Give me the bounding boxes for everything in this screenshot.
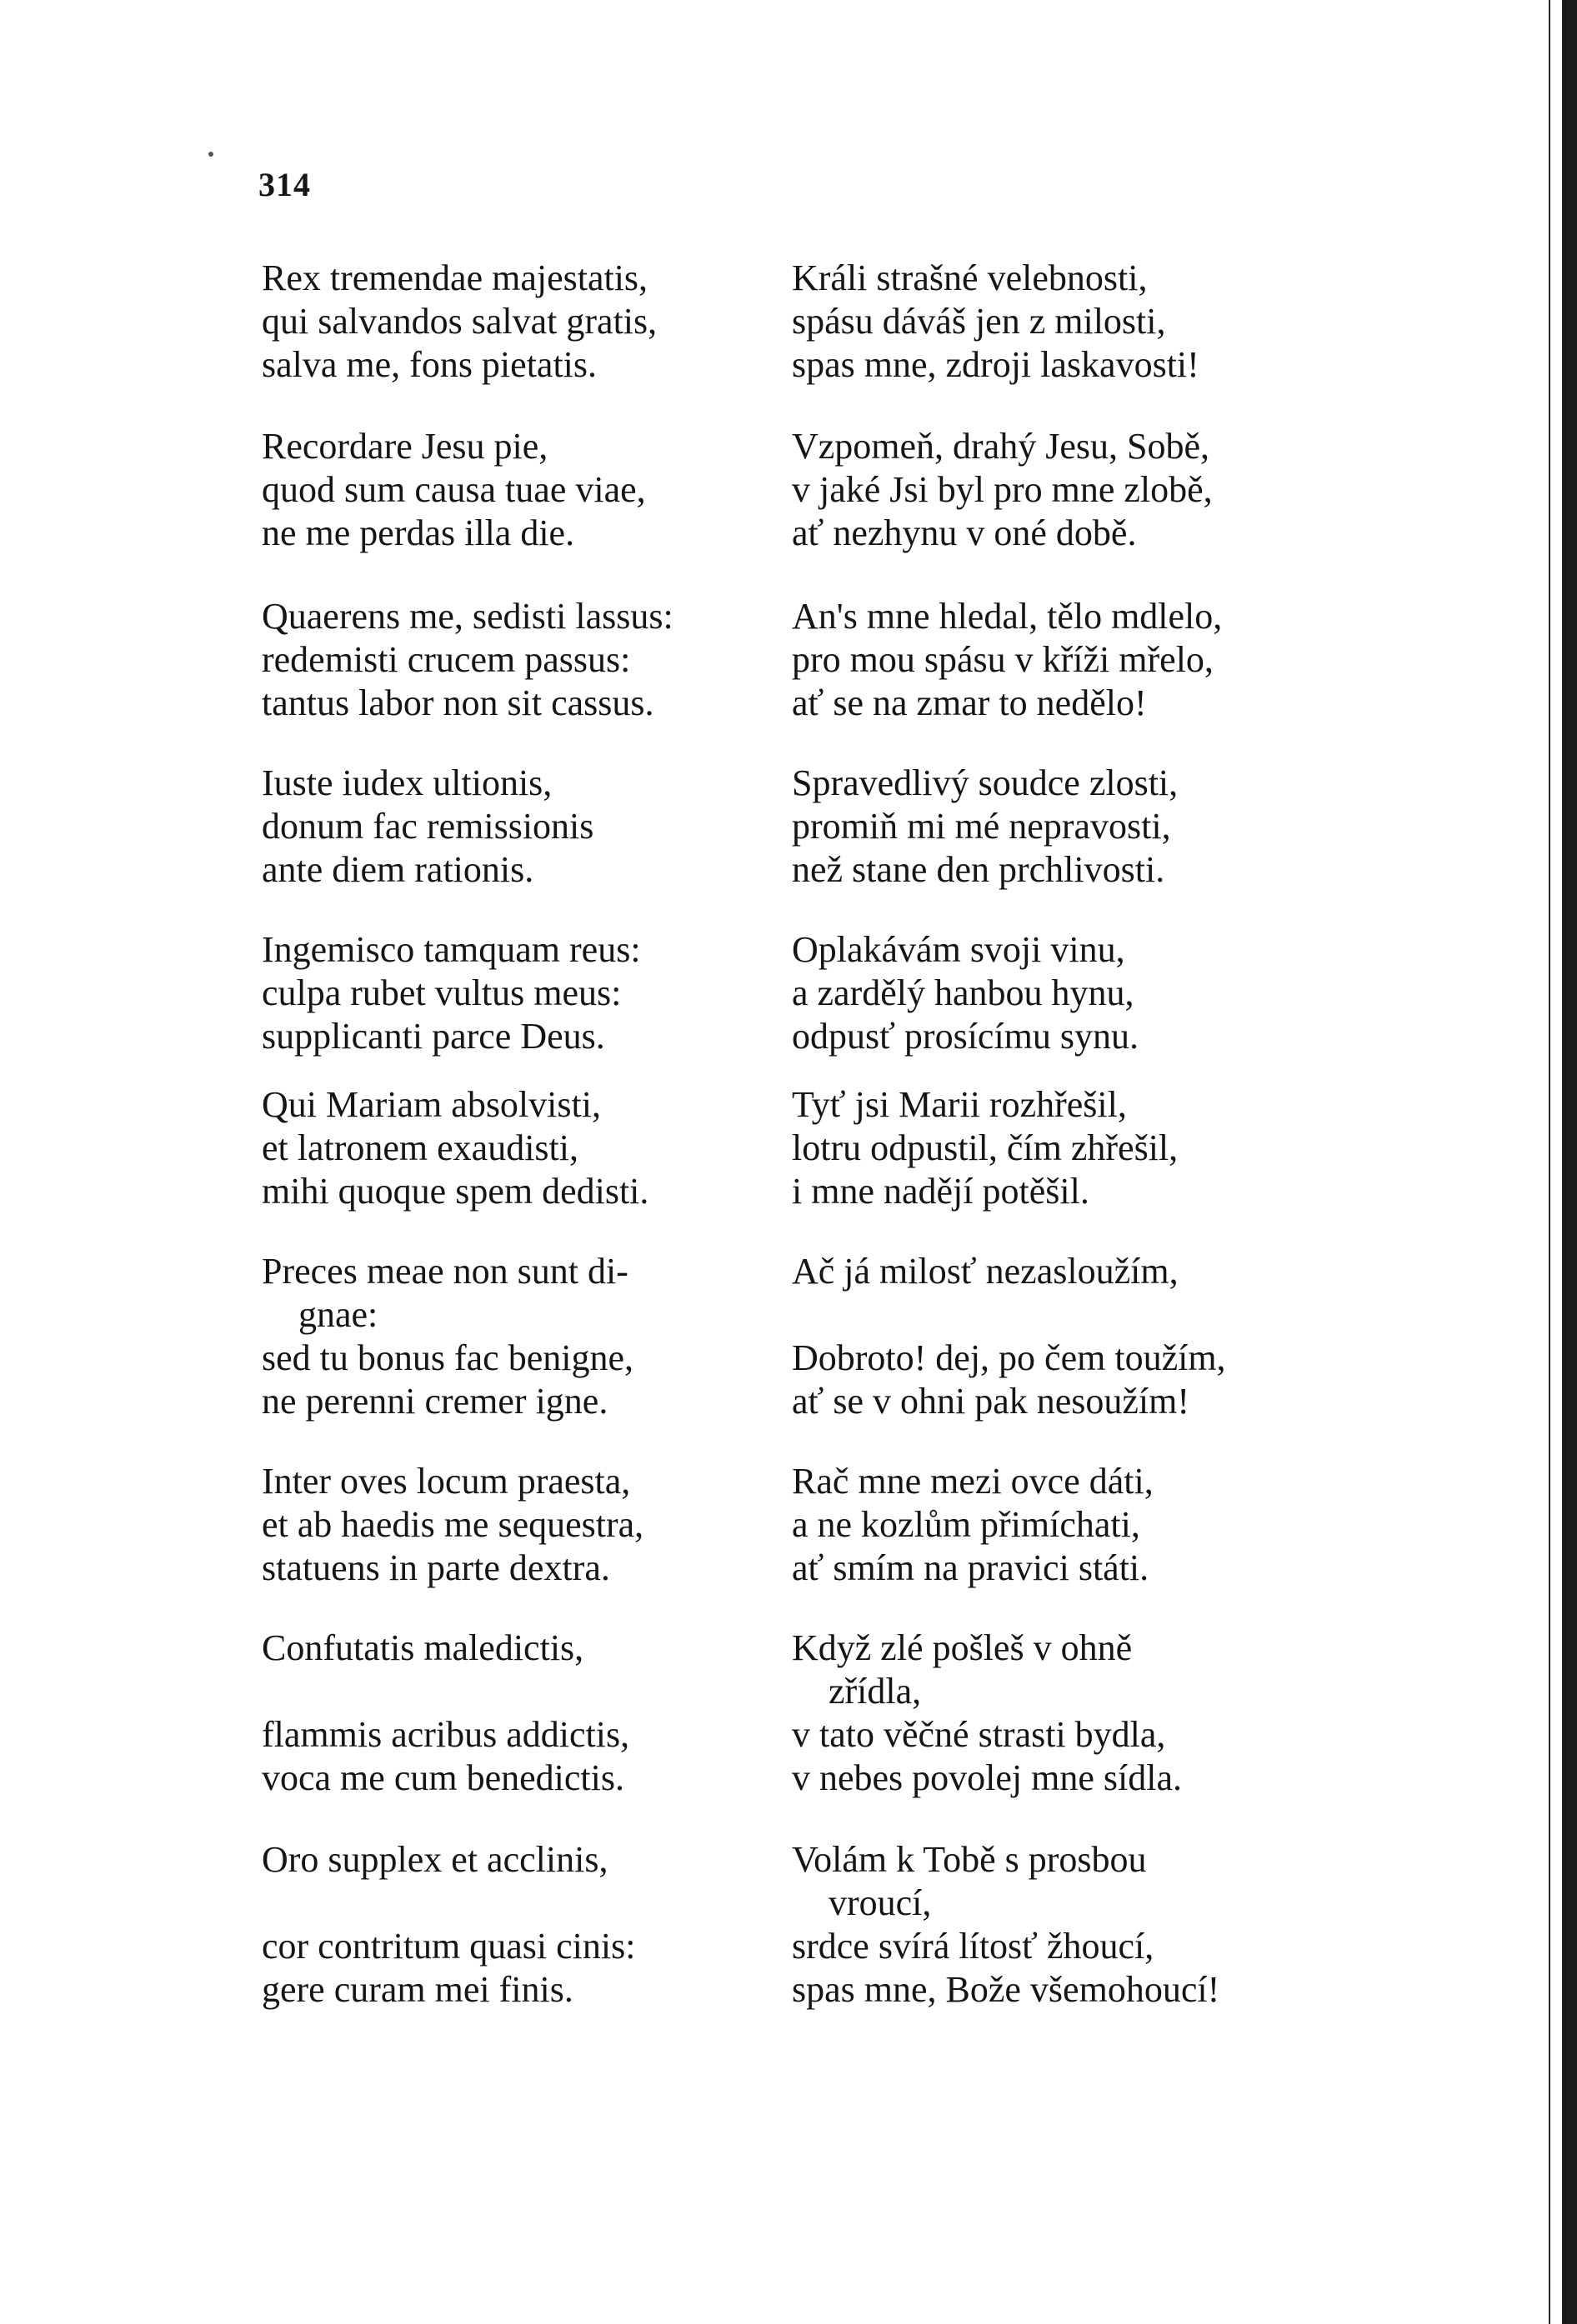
latin-verse-line: Rex tremendae majestatis,	[262, 257, 648, 298]
latin-column	[262, 425, 646, 555]
czech-verse-line	[792, 1293, 1226, 1337]
czech-verse-line: pro mou spásu v kříži mřelo,	[792, 639, 1214, 680]
latin-column	[262, 1460, 643, 1590]
czech-verse-line: spásu dáváš jen z milosti,	[792, 301, 1166, 342]
latin-verse-line: voca me cum benedictis.	[262, 1757, 624, 1798]
latin-verse-line	[262, 1882, 635, 1925]
czech-verse-line: a ne kozlům přimíchati,	[792, 1504, 1140, 1545]
czech-verse-line: Králi strašné velebnosti,	[792, 257, 1148, 298]
czech-verse-line: spas mne, Bože všemohoucí!	[792, 1969, 1220, 2010]
czech-verse-line: odpusť prosícímu synu.	[792, 1016, 1139, 1057]
latin-verse-line	[262, 1670, 629, 1713]
czech-column	[792, 425, 1213, 555]
latin-verse-line: Quaerens me, sedisti lassus:	[262, 596, 673, 637]
latin-verse-line: Preces meae non sunt di-	[262, 1251, 628, 1292]
czech-verse-line: srdce svírá lítosť žhoucí,	[792, 1926, 1154, 1967]
czech-verse-line: An's mne hledal, tělo mdlelo,	[792, 596, 1223, 637]
latin-verse-line: flammis acribus addictis,	[262, 1714, 630, 1755]
latin-verse-line: Confutatis maledictis,	[262, 1627, 584, 1668]
czech-verse-line: Tyť jsi Marii rozhřešil,	[792, 1084, 1127, 1125]
czech-column	[792, 1250, 1226, 1423]
czech-verse-line: Ač já milosť nezasloužím,	[792, 1251, 1179, 1292]
latin-verse-line: gnae:	[298, 1294, 378, 1335]
czech-verse-line: ať smím na pravici státi.	[792, 1547, 1149, 1588]
czech-column	[792, 257, 1199, 387]
latin-verse-line: et latronem exaudisti,	[262, 1127, 578, 1168]
latin-verse-line: Oro supplex et acclinis,	[262, 1839, 608, 1880]
czech-verse-line: lotru odpustil, čím zhřešil,	[792, 1127, 1179, 1168]
latin-column	[262, 928, 641, 1058]
czech-verse-line: Volám k Tobě s prosbou	[792, 1839, 1147, 1880]
latin-verse-line: Recordare Jesu pie,	[262, 426, 548, 467]
czech-column	[792, 1460, 1154, 1590]
latin-verse-line: mihi quoque spem dedisti.	[262, 1171, 649, 1212]
latin-verse-line: salva me, fons pietatis.	[262, 344, 598, 385]
latin-verse-line: et ab haedis me sequestra,	[262, 1504, 644, 1545]
latin-verse-line: qui salvandos salvat gratis,	[262, 301, 658, 342]
latin-verse-line: ne perenni cremer igne.	[262, 1381, 608, 1422]
czech-verse-line: Dobroto! dej, po čem toužím,	[792, 1337, 1226, 1378]
czech-verse-line: Oplakávám svoji vinu,	[792, 929, 1125, 970]
czech-verse-line: ať nezhynu v oné době.	[792, 512, 1137, 553]
czech-verse-line: Vzpomeň, drahý Jesu, Sobě,	[792, 426, 1210, 467]
latin-column	[262, 1083, 648, 1213]
czech-verse-line: Spravedlivý soudce zlosti,	[792, 762, 1179, 803]
page-number: 314	[258, 166, 311, 203]
czech-verse-line: v nebes povolej mne sídla.	[792, 1757, 1183, 1798]
czech-column	[792, 1083, 1178, 1213]
latin-verse-line: ne me perdas illa die.	[262, 512, 575, 553]
latin-verse-line: tantus labor non sit cassus.	[262, 682, 654, 723]
scan-page-edge	[1562, 0, 1577, 2324]
latin-verse-line: culpa rubet vultus meus:	[262, 972, 622, 1013]
latin-verse-line: ante diem rationis.	[262, 849, 534, 890]
latin-verse-line: sed tu bonus fac benigne,	[262, 1337, 633, 1378]
czech-verse-line: Rač mne mezi ovce dáti,	[792, 1461, 1154, 1502]
latin-verse-line: gere curam mei finis.	[262, 1969, 573, 2010]
czech-verse-line: spas mne, zdroji laskavosti!	[792, 344, 1199, 385]
latin-verse-line: donum fac remissionis	[262, 806, 594, 847]
latin-verse-line: Iuste iudex ultionis,	[262, 762, 553, 803]
latin-column	[262, 1627, 629, 1800]
czech-column	[792, 928, 1139, 1058]
latin-column	[262, 595, 673, 725]
czech-verse-line: v tato věčné strasti bydla,	[792, 1714, 1166, 1755]
czech-verse-line: ať se na zmar to nedělo!	[792, 682, 1147, 723]
latin-column	[262, 1838, 635, 2012]
czech-verse-line: Když zlé pošleš v ohně	[792, 1627, 1133, 1668]
latin-verse-line: quod sum causa tuae viae,	[262, 469, 646, 510]
czech-verse-line: ať se v ohni pak nesoužím!	[792, 1381, 1190, 1422]
czech-column	[792, 1627, 1182, 1800]
czech-verse-line: v jaké Jsi byl pro mne zlobě,	[792, 469, 1213, 510]
scan-margin-rule	[1549, 0, 1550, 2324]
latin-verse-line: Qui Mariam absolvisti,	[262, 1084, 601, 1125]
czech-verse-line: a zardělý hanbou hynu,	[792, 972, 1134, 1013]
czech-verse-line: zřídla,	[829, 1671, 922, 1712]
latin-column	[262, 257, 657, 387]
latin-column	[262, 762, 593, 892]
czech-column	[792, 1838, 1219, 2012]
czech-column	[792, 595, 1222, 725]
latin-verse-line: redemisti crucem passus:	[262, 639, 631, 680]
czech-verse-line: promiň mi mé nepravosti,	[792, 806, 1171, 847]
latin-verse-line: statuens in parte dextra.	[262, 1547, 610, 1588]
latin-column	[262, 1250, 633, 1423]
czech-column	[792, 762, 1178, 892]
latin-verse-line: cor contritum quasi cinis:	[262, 1926, 636, 1967]
czech-verse-line: než stane den prchlivosti.	[792, 849, 1165, 890]
scan-speck	[208, 152, 213, 157]
latin-verse-line: Ingemisco tamquam reus:	[262, 929, 641, 970]
latin-verse-line: Inter oves locum praesta,	[262, 1461, 631, 1502]
czech-verse-line: i mne nadějí potěšil.	[792, 1171, 1089, 1212]
czech-verse-line: vroucí,	[829, 1882, 932, 1923]
latin-verse-line: supplicanti parce Deus.	[262, 1016, 605, 1057]
